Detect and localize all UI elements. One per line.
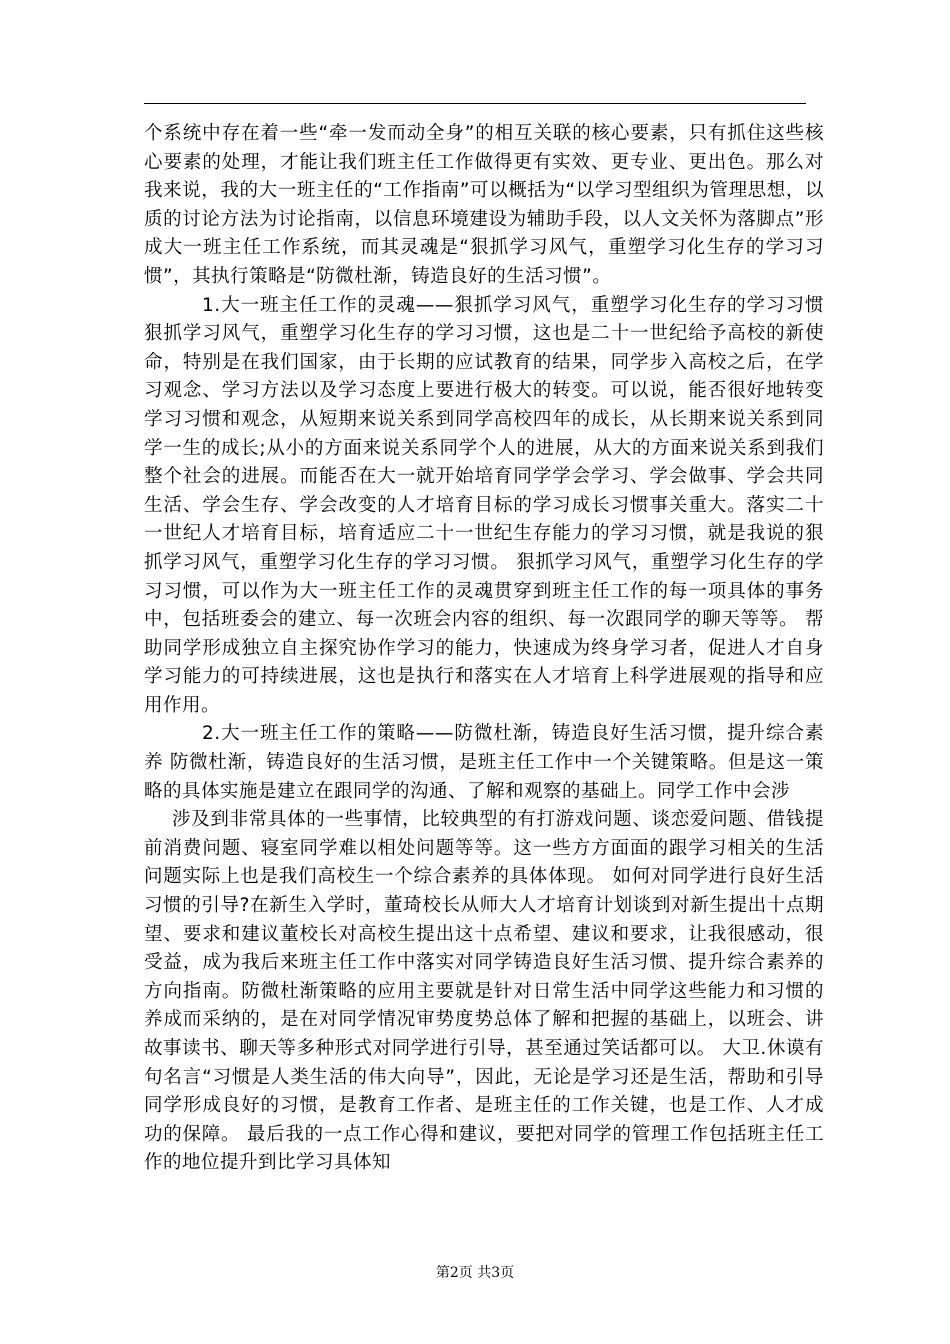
paragraph-intro: 个系统中存在着一些“牵一发而动全身”的相互关联的核心要素，只有抓住这些核心要素的处理，才能让我们班主任工作做得更有实效、更专业、更出色。那么对我来说，我的大一班主任的“工作指南”可以概括为“以学习型组织为管理思想，以质的讨论方法为讨论指南，以信息环境建设为辅助手段，以人文关怀为落脚点”形成大一班主任工作系统，而其灵魂是“狠抓学习风气，重塑学习化生存的学习习惯”，其执行策略是“防微杜渐，铸造良好的生活习惯”。 xyxy=(144,123,824,287)
header-divider xyxy=(144,103,806,104)
paragraph-section-1: 1.大一班主任工作的灵魂——狠抓学习风气，重塑学习化生存的学习习惯 狠抓学习风气，重塑学习化生存的学习习惯，这也是二十一世纪给予高校的新使命，特别是在我们国家，由于长期的应试教育的结果，同学步入高校之后，在学习观念、学习方法以及学习态度上要进行极大的转变。可以说，能否很好地转变学习习惯和观念，从短期来说关系到同学高校四年的成长，从长期来说关系到同学一生的成长;从小的方面来说关系同学个人的进展，从大的方面来说关系到我们整个社会的进展。而能否在大一就开始培育同学学会学习、学会做事、学会共同生活、学会生存、学会改变的人才培育目标的学习成长习惯事关重大。落实二十一世纪人才培育目标，培育适应二十一世纪生存能力的学习习惯，就是我说的狠抓学习风气，重塑学习化生存的学习习惯。 狠抓学习风气，重塑学习化生存的学习习惯，可以作为大一班主任工作的灵魂贯穿到班主任工作的每一项具体的事务中，包括班委会的建立、每一次班会内容的组织、每一次跟同学的聊天等等。 帮助同学形成独立自主探究协作学习的能力，快速成为终身学习者，促进人才自身学习能力的可持续进展，这也是执行和落实在人才培育上科学进展观的指导和应用作用。 xyxy=(144,294,824,716)
page-footer: 第2页 共3页 xyxy=(435,1265,515,1281)
document-body xyxy=(144,120,824,1178)
paragraph-continuation: 涉及到非常具体的一些事情，比较典型的有打游戏问题、谈恋爱问题、借钱提前消费问题、寝室同学难以相处问题等等。这一些方方面面的跟学习相关的生活问题实际上也是我们高校生一个综合素养的具体体现。 如何对同学进行良好生活习惯的引导?在新生入学时，董琦校长从师大人才培育计划谈到对新生提出十点期望、要求和建议董校长对高校生提出这十点希望、建议和要求，让我很感动，很受益，成为我后来班主任工作中落实对同学铸造良好生活习惯、提升综合素养的方向指南。防微杜渐策略的应用主要就是针对日常生活中同学这些能力和习惯的养成而采纳的，是在对同学情况审势度势总体了解和把握的基础上，以班会、讲故事读书、聊天等多种形式对同学进行引导，甚至通过笑话都可以。 大卫.休谟有句名言“习惯是人类生活的伟大向导”，因此，无论是学习还是生活，帮助和引导同学形成良好的习惯，是教育工作者、是班主任的工作关键，也是工作、人才成功的保障。 最后我的一点工作心得和建议，要把对同学的管理工作包括班主任工作的地位提升到比学习具体知 xyxy=(144,809,824,1174)
paragraph-section-2: 2.大一班主任工作的策略——防微杜渐，铸造良好生活习惯，提升综合素养 防微杜渐，铸造良好的生活习惯，是班主任工作中一个关键策略。但是这一策略的具体实施是建立在跟同学的沟通、了解和观察的基础上。同学工作中会涉 xyxy=(144,723,824,802)
